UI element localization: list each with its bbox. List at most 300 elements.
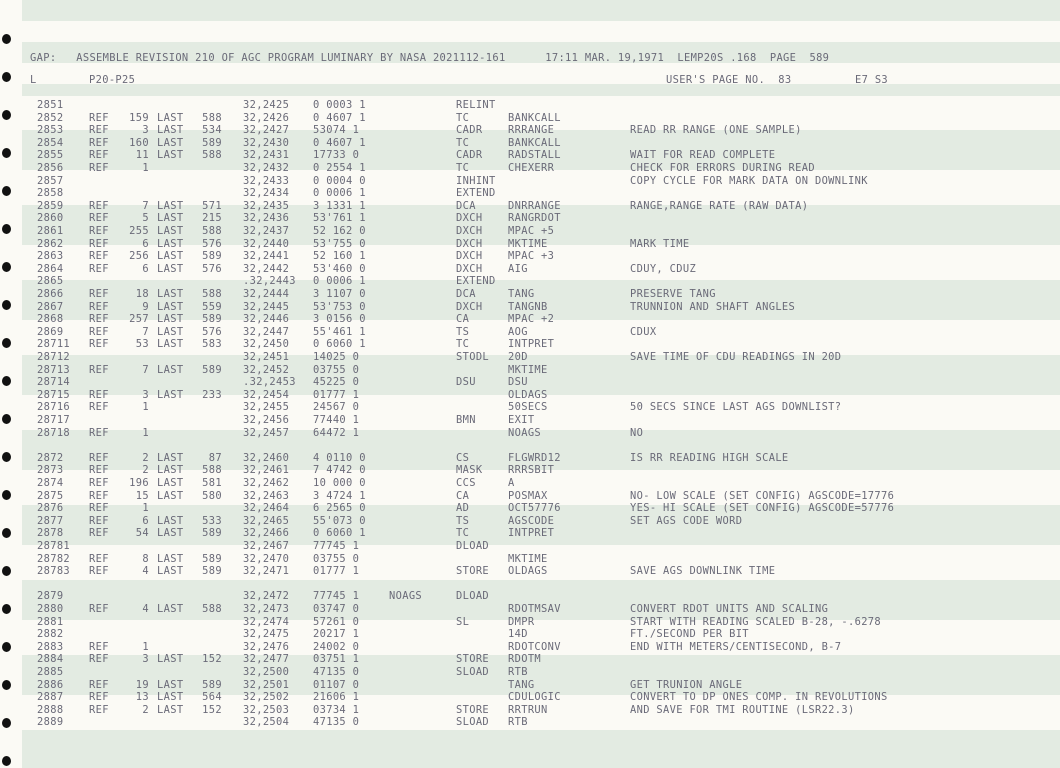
last-page: 152 <box>202 703 222 716</box>
line-number: 28712 <box>37 351 71 363</box>
address: 32,2474 <box>243 615 290 628</box>
operand: OCT57776 <box>508 502 561 515</box>
line-number: 2872 <box>37 451 64 464</box>
line-number: 2853 <box>37 124 64 137</box>
address: 32,2457 <box>243 426 290 439</box>
listing-row <box>0 364 1060 377</box>
ref-label: REF <box>89 237 109 250</box>
listing-row <box>0 338 1060 351</box>
address: 32,2475 <box>243 628 290 641</box>
opcode: DSU <box>456 376 476 389</box>
ref-label: REF <box>89 640 109 653</box>
line-number: 2881 <box>37 615 64 628</box>
operand: RDOTM <box>508 653 542 666</box>
ref-label: REF <box>89 288 109 300</box>
octal-word: 24002 0 <box>313 640 360 653</box>
ref-number: 54 <box>135 527 149 540</box>
comment: IS RR READING HIGH SCALE <box>630 451 789 464</box>
operand: OLDAGS <box>508 565 548 578</box>
line-number: 28711 <box>37 338 71 351</box>
operand: TANG <box>508 288 535 300</box>
ref-number: 2 <box>142 703 149 716</box>
comment: SAVE TIME OF CDU READINGS IN 20D <box>630 351 842 363</box>
last-label: LAST <box>157 691 184 704</box>
octal-word: 0 4607 1 <box>313 111 366 124</box>
listing-row <box>0 679 1060 692</box>
last-page: 589 <box>202 250 222 263</box>
operand: OLDAGS <box>508 388 548 401</box>
listing-row <box>0 313 1060 326</box>
listing-row <box>0 477 1060 490</box>
operand: MKTIME <box>508 237 548 250</box>
listing-row <box>0 250 1060 263</box>
comment: WAIT FOR READ COMPLETE <box>630 149 776 162</box>
listing-row <box>0 490 1060 503</box>
comment: COPY CYCLE FOR MARK DATA ON DOWNLINK <box>630 174 868 187</box>
listing-row <box>0 641 1060 654</box>
opcode: CA <box>456 489 470 502</box>
opcode: CADR <box>456 149 483 162</box>
paper-band <box>22 730 1060 768</box>
octal-word: 3 4724 1 <box>313 489 366 502</box>
last-page: 588 <box>202 288 222 300</box>
listing-row <box>0 187 1060 200</box>
ref-label: REF <box>89 489 109 502</box>
listing-row <box>0 616 1060 629</box>
ref-label: REF <box>89 212 109 225</box>
comment: YES- HI SCALE (SET CONFIG) AGSCODE=57776 <box>630 502 895 515</box>
operand: POSMAX <box>508 489 548 502</box>
ref-number: 2 <box>142 451 149 464</box>
operand: MPAC +3 <box>508 250 555 263</box>
address: 32,2446 <box>243 313 290 326</box>
listing-row <box>0 389 1060 402</box>
listing-row <box>0 162 1060 175</box>
ref-number: 6 <box>142 514 149 527</box>
listing-row <box>0 175 1060 188</box>
comment: 50 SECS SINCE LAST AGS DOWNLIST? <box>630 401 842 414</box>
address: 32,2504 <box>243 716 290 729</box>
ref-number: 255 <box>129 225 149 237</box>
opcode: CCS <box>456 477 476 489</box>
ref-label: REF <box>89 464 109 477</box>
listing-row <box>0 326 1060 339</box>
octal-word: 0 0004 0 <box>313 174 366 187</box>
listing-row <box>0 464 1060 477</box>
last-page: 588 <box>202 603 222 615</box>
ref-label: REF <box>89 338 109 351</box>
listing-row <box>0 540 1060 553</box>
ref-number: 196 <box>129 477 149 489</box>
last-page: 583 <box>202 338 222 351</box>
address: 32,2462 <box>243 477 290 489</box>
octal-word: 24567 0 <box>313 401 360 414</box>
operand: TANGNB <box>508 300 548 313</box>
operand: A <box>508 477 515 489</box>
ref-label: REF <box>89 426 109 439</box>
octal-word: 21606 1 <box>313 691 360 704</box>
listing-row <box>0 99 1060 112</box>
octal-word: 53'753 0 <box>313 300 366 313</box>
address: 32,2460 <box>243 451 290 464</box>
comment: AND SAVE FOR TMI ROUTINE (LSR22.3) <box>630 703 855 716</box>
line-number: 2860 <box>37 212 64 225</box>
comment: END WITH METERS/CENTISECOND, B-7 <box>630 640 842 653</box>
line-number: 2880 <box>37 603 64 615</box>
section-label: P20-P25 <box>89 74 136 86</box>
line-number: 2869 <box>37 325 64 338</box>
last-page: 534 <box>202 124 222 137</box>
opcode: TS <box>456 325 470 338</box>
last-page: 215 <box>202 212 222 225</box>
operand: MPAC +2 <box>508 313 555 326</box>
address: 32,2454 <box>243 388 290 401</box>
address: 32,2472 <box>243 590 290 603</box>
last-page: 589 <box>202 552 222 565</box>
last-label: LAST <box>157 338 184 351</box>
ref-number: 3 <box>142 388 149 401</box>
ref-label: REF <box>89 313 109 326</box>
listing-header: GAP: ASSEMBLE REVISION 210 OF AGC PROGRAM LUMINARY BY NASA 2021112-161 17:11 MAR. 19,1971 LEMP20S .168 PAGE 589 <box>30 52 830 64</box>
last-label: LAST <box>157 678 184 691</box>
ref-number: 1 <box>142 162 149 174</box>
line-number: 28718 <box>37 426 71 439</box>
address: 32,2433 <box>243 174 290 187</box>
opcode: TC <box>456 338 470 351</box>
line-number: 2887 <box>37 691 64 704</box>
line-number: 2874 <box>37 477 64 489</box>
address: 32,2436 <box>243 212 290 225</box>
ref-number: 15 <box>135 489 149 502</box>
last-label: LAST <box>157 565 184 578</box>
address: 32,2442 <box>243 262 290 275</box>
operand: 50SECS <box>508 401 548 414</box>
address: 32,2444 <box>243 288 290 300</box>
comment: GET TRUNION ANGLE <box>630 678 743 691</box>
ref-number: 1 <box>142 640 149 653</box>
last-label: LAST <box>157 552 184 565</box>
operand: AOG <box>508 325 528 338</box>
listing-row <box>0 515 1060 528</box>
ref-label: REF <box>89 388 109 401</box>
address: 32,2471 <box>243 565 290 578</box>
listing-row <box>0 427 1060 440</box>
column-l-label: L <box>30 74 37 86</box>
address: 32,2445 <box>243 300 290 313</box>
operand: DSU <box>508 376 528 389</box>
opcode: BMN <box>456 414 476 426</box>
octal-word: 53074 1 <box>313 124 360 137</box>
ref-number: 3 <box>142 653 149 666</box>
listing-row <box>0 376 1060 389</box>
octal-word: 0 0006 1 <box>313 275 366 288</box>
address: 32,2470 <box>243 552 290 565</box>
operand: EXIT <box>508 414 535 426</box>
operand: RDOTCONV <box>508 640 561 653</box>
ref-number: 6 <box>142 237 149 250</box>
last-label: LAST <box>157 199 184 212</box>
ref-label: REF <box>89 401 109 414</box>
listing-row <box>0 590 1060 603</box>
last-label: LAST <box>157 477 184 489</box>
operand: RDOTMSAV <box>508 603 561 615</box>
opcode: DCA <box>456 199 476 212</box>
comment: TRUNNION AND SHAFT ANGLES <box>630 300 796 313</box>
opcode: EXTEND <box>456 187 496 200</box>
ref-number: 1 <box>142 401 149 414</box>
opcode: DXCH <box>456 225 483 237</box>
comment: CHECK FOR ERRORS DURING READ <box>630 162 815 174</box>
last-page: 576 <box>202 325 222 338</box>
last-label: LAST <box>157 212 184 225</box>
listing-row <box>0 527 1060 540</box>
ref-number: 5 <box>142 212 149 225</box>
opcode: STORE <box>456 703 490 716</box>
listing-row <box>0 351 1060 364</box>
operand: DMPR <box>508 615 535 628</box>
address: 32,2463 <box>243 489 290 502</box>
line-number: 2879 <box>37 590 64 603</box>
address: 32,2466 <box>243 527 290 540</box>
ref-label: REF <box>89 451 109 464</box>
line-number: 2889 <box>37 716 64 729</box>
line-number: 28717 <box>37 414 71 426</box>
octal-word: 52 162 0 <box>313 225 366 237</box>
opcode: DXCH <box>456 237 483 250</box>
opcode: TC <box>456 136 470 149</box>
listing-row <box>0 716 1060 729</box>
opcode: SLOAD <box>456 666 490 678</box>
ref-label: REF <box>89 552 109 565</box>
line-number: 28716 <box>37 401 71 414</box>
last-label: LAST <box>157 262 184 275</box>
address: 32,2431 <box>243 149 290 162</box>
opcode: RELINT <box>456 99 496 111</box>
ref-number: 53 <box>135 338 149 351</box>
operand: RADSTALL <box>508 149 561 162</box>
octal-word: 01777 1 <box>313 565 360 578</box>
line-number: 2863 <box>37 250 64 263</box>
ref-label: REF <box>89 124 109 137</box>
operand: RRRSBIT <box>508 464 555 477</box>
ref-label: REF <box>89 527 109 540</box>
listing-row <box>0 112 1060 125</box>
last-label: LAST <box>157 300 184 313</box>
line-number: 2854 <box>37 136 64 149</box>
ref-number: 6 <box>142 262 149 275</box>
octal-word: 03751 1 <box>313 653 360 666</box>
line-number: 2859 <box>37 199 64 212</box>
last-label: LAST <box>157 313 184 326</box>
listing-row <box>0 704 1060 717</box>
octal-word: 0 0006 1 <box>313 187 366 200</box>
line-number: 2884 <box>37 653 64 666</box>
octal-word: 03747 0 <box>313 603 360 615</box>
line-number: 28782 <box>37 552 71 565</box>
line-number: 2862 <box>37 237 64 250</box>
ref-label: REF <box>89 691 109 704</box>
octal-word: 57261 0 <box>313 615 360 628</box>
octal-word: 45225 0 <box>313 376 360 389</box>
opcode: DXCH <box>456 212 483 225</box>
operand: AIG <box>508 262 528 275</box>
line-number: 2852 <box>37 111 64 124</box>
address: 32,2450 <box>243 338 290 351</box>
octal-word: 55'461 1 <box>313 325 366 338</box>
ref-number: 11 <box>135 149 149 162</box>
last-page: 571 <box>202 199 222 212</box>
last-label: LAST <box>157 111 184 124</box>
operand: BANKCALL <box>508 111 561 124</box>
ref-label: REF <box>89 653 109 666</box>
page-code: E7 S3 <box>855 74 889 86</box>
octal-word: 7 4742 0 <box>313 464 366 477</box>
line-number: 2888 <box>37 703 64 716</box>
operand: INTPRET <box>508 338 555 351</box>
line-number: 2856 <box>37 162 64 174</box>
operand: MKTIME <box>508 363 548 376</box>
ref-label: REF <box>89 477 109 489</box>
line-number: 2878 <box>37 527 64 540</box>
opcode: CA <box>456 313 470 326</box>
ref-number: 7 <box>142 363 149 376</box>
line-number: 2877 <box>37 514 64 527</box>
octal-word: 0 4607 1 <box>313 136 366 149</box>
ref-label: REF <box>89 136 109 149</box>
listing-row <box>0 225 1060 238</box>
address: 32,2425 <box>243 99 290 111</box>
line-number: 2857 <box>37 174 64 187</box>
address: 32,2430 <box>243 136 290 149</box>
last-label: LAST <box>157 451 184 464</box>
listing-row <box>0 200 1060 213</box>
ref-number: 256 <box>129 250 149 263</box>
address: 32,2434 <box>243 187 290 200</box>
octal-word: 55'073 0 <box>313 514 366 527</box>
line-number: 2882 <box>37 628 64 641</box>
octal-word: 10 000 0 <box>313 477 366 489</box>
address: 32,2435 <box>243 199 290 212</box>
line-number: 28781 <box>37 540 71 552</box>
line-number: 2883 <box>37 640 64 653</box>
opcode: TC <box>456 162 470 174</box>
listing-row <box>0 603 1060 616</box>
comment: CDUX <box>630 325 657 338</box>
octal-word: 3 1331 1 <box>313 199 366 212</box>
last-label: LAST <box>157 653 184 666</box>
listing-row <box>0 288 1060 301</box>
comment: FT./SECOND PER BIT <box>630 628 749 641</box>
listing-row <box>0 565 1060 578</box>
comment: CONVERT RDOT UNITS AND SCALING <box>630 603 829 615</box>
octal-word: 77440 1 <box>313 414 360 426</box>
last-label: LAST <box>157 703 184 716</box>
octal-word: 53'460 0 <box>313 262 366 275</box>
opcode: STODL <box>456 351 490 363</box>
comment: START WITH READING SCALED B-28, -.6278 <box>630 615 882 628</box>
last-page: 589 <box>202 565 222 578</box>
address: 32,2502 <box>243 691 290 704</box>
operand: CDULOGIC <box>508 691 561 704</box>
octal-word: 20217 1 <box>313 628 360 641</box>
ref-label: REF <box>89 162 109 174</box>
operand: RTB <box>508 666 528 678</box>
last-label: LAST <box>157 603 184 615</box>
address: 32,2427 <box>243 124 290 137</box>
listing-row <box>0 212 1060 225</box>
last-page: 588 <box>202 111 222 124</box>
octal-word: 3 1107 0 <box>313 288 366 300</box>
user-page-number: USER'S PAGE NO. 83 <box>666 74 792 86</box>
octal-word: 0 6060 1 <box>313 338 366 351</box>
ref-label: REF <box>89 565 109 578</box>
listing-row <box>0 502 1060 515</box>
octal-word: 03755 0 <box>313 552 360 565</box>
ref-number: 19 <box>135 678 149 691</box>
last-label: LAST <box>157 489 184 502</box>
comment: RANGE,RANGE RATE (RAW DATA) <box>630 199 809 212</box>
ref-number: 4 <box>142 565 149 578</box>
address: 32,2456 <box>243 414 290 426</box>
octal-word: 6 2565 0 <box>313 502 366 515</box>
listing-row <box>0 238 1060 251</box>
octal-word: 52 160 1 <box>313 250 366 263</box>
opcode: STORE <box>456 653 490 666</box>
line-number: 2875 <box>37 489 64 502</box>
last-page: 589 <box>202 678 222 691</box>
address: 32,2432 <box>243 162 290 174</box>
opcode: DXCH <box>456 250 483 263</box>
address: 32,2440 <box>243 237 290 250</box>
listing-row <box>0 401 1060 414</box>
octal-word: 01107 0 <box>313 678 360 691</box>
ref-number: 3 <box>142 124 149 137</box>
last-label: LAST <box>157 288 184 300</box>
line-number: 2864 <box>37 262 64 275</box>
opcode: MASK <box>456 464 483 477</box>
listing-row <box>0 666 1060 679</box>
octal-word: 4 0110 0 <box>313 451 366 464</box>
listing-row <box>0 414 1060 427</box>
line-number: 2858 <box>37 187 64 200</box>
ref-label: REF <box>89 225 109 237</box>
address: 32,2441 <box>243 250 290 263</box>
line-number: 2868 <box>37 313 64 326</box>
opcode: DLOAD <box>456 540 490 552</box>
listing-row <box>0 124 1060 137</box>
line-number: 2867 <box>37 300 64 313</box>
address: 32,2461 <box>243 464 290 477</box>
line-number: 28715 <box>37 388 71 401</box>
last-page: 589 <box>202 313 222 326</box>
ref-number: 13 <box>135 691 149 704</box>
last-page: 588 <box>202 464 222 477</box>
operand: DNRRANGE <box>508 199 561 212</box>
address: .32,2453 <box>243 376 296 389</box>
opcode: SLOAD <box>456 716 490 729</box>
octal-word: 53'761 1 <box>313 212 366 225</box>
address: 32,2464 <box>243 502 290 515</box>
last-page: 589 <box>202 363 222 376</box>
operand: 14D <box>508 628 528 641</box>
operand: FLGWRD12 <box>508 451 561 464</box>
octal-word: 77745 1 <box>313 540 360 552</box>
last-label: LAST <box>157 527 184 540</box>
octal-word: 14025 0 <box>313 351 360 363</box>
last-page: 589 <box>202 527 222 540</box>
octal-word: 0 2554 1 <box>313 162 366 174</box>
octal-word: 03734 1 <box>313 703 360 716</box>
